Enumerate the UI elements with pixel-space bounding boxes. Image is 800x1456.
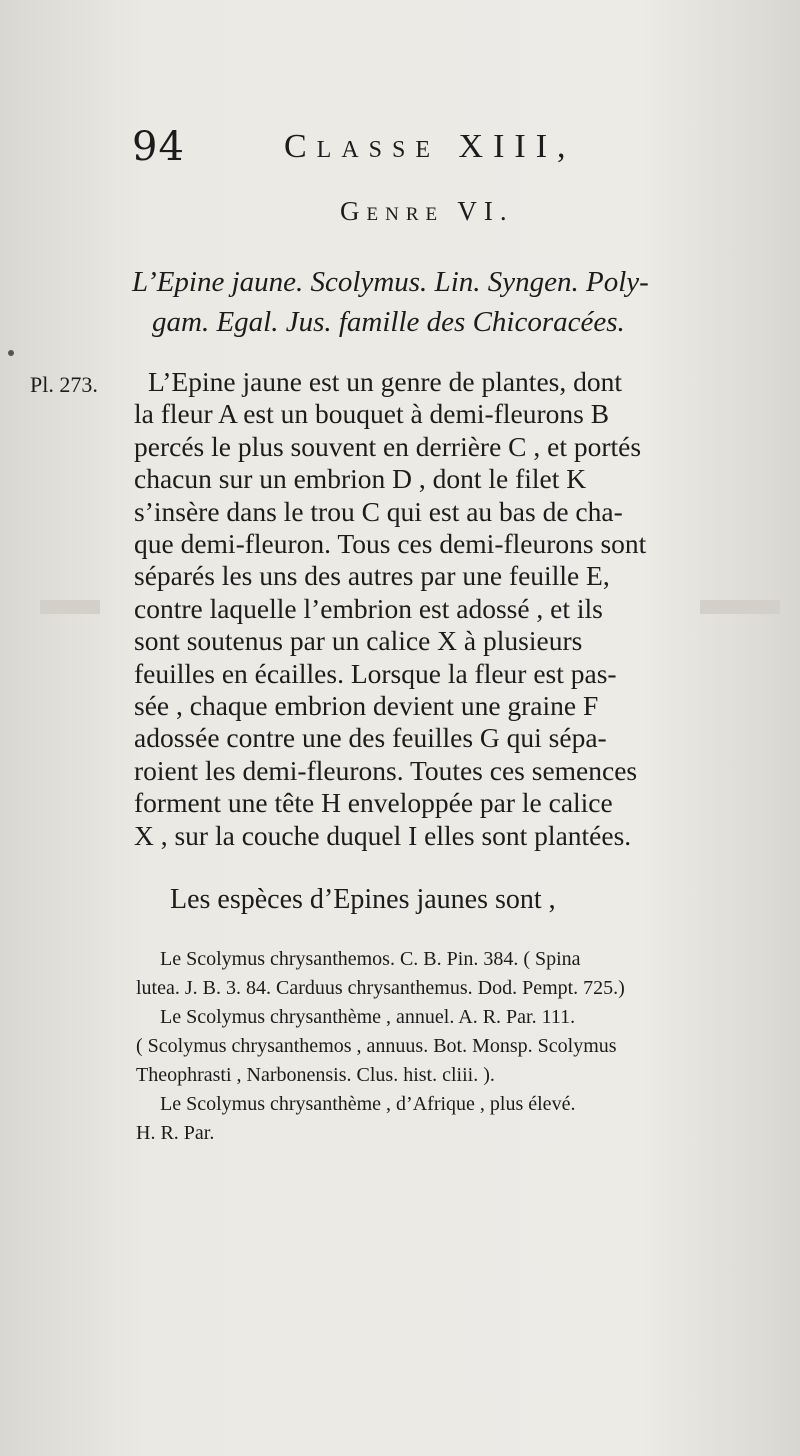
text-line: adossée contre une des feuilles G qui sépa- [134, 722, 607, 754]
text-line: s’insère dans le trou C qui est au bas de cha- [134, 495, 623, 527]
class-title: Classe XIII, [284, 128, 576, 165]
species-line: H. R. Par. [136, 1122, 215, 1144]
text-line: feuilles en écailles. Lorsque la fleur est pas- [134, 657, 617, 689]
genus-title-line: gam. Egal. Jus. famille des Chicoracées. [152, 306, 625, 338]
text-line: X , sur la couche duquel I elles sont plantées. [134, 819, 632, 851]
text-line: chacun sur un embrion D , dont le filet K [134, 463, 587, 495]
bleed-through-mark [40, 600, 100, 614]
text-line: roient les demi-fleurons. Toutes ces semences [134, 754, 638, 786]
page-header [132, 124, 772, 184]
text-line: séparés les uns des autres par une feuille E, [134, 560, 610, 592]
species-line: Le Scolymus chrysanthème , d’Afrique , plus élevé. [160, 1093, 576, 1115]
margin-dot [8, 350, 14, 356]
text-line: sée , chaque embrion devient une graine F [134, 690, 599, 722]
text-line: percés le plus souvent en derrière C , et portés [134, 430, 642, 462]
species-line: ( Scolymus chrysanthemos , annuus. Bot. Monsp. Scolymus [136, 1035, 617, 1057]
text-line: forment une tête H enveloppée par le calice [134, 787, 613, 819]
genus-description [134, 366, 784, 852]
text-line: sont soutenus par un calice X à plusieurs [134, 625, 583, 657]
page-number: 94 [132, 124, 185, 170]
genus-title-line: L’Epine jaune. Scolymus. Lin. Syngen. Poly- [132, 266, 649, 298]
genre-heading: Genre VI. [340, 196, 514, 226]
text-line: contre laquelle l’embrion est adossé , et ils [134, 592, 603, 624]
species-heading: Les espèces d’Epines jaunes sont , [170, 884, 556, 915]
text-line: la fleur A est un bouquet à demi-fleurons B [134, 398, 610, 430]
species-line: Theophrasti , Narbonensis. Clus. hist. cliii. ). [136, 1064, 495, 1086]
species-line: Le Scolymus chrysanthemos. C. B. Pin. 384. ( Spina [160, 948, 581, 970]
genus-title [130, 262, 775, 342]
plate-reference: Pl. 273. [30, 372, 98, 397]
text-line: L’Epine jaune est un genre de plantes, dont [148, 366, 622, 397]
species-list [136, 945, 784, 1148]
species-line: lutea. J. B. 3. 84. Carduus chrysanthemus. Dod. Pempt. 725.) [136, 977, 625, 999]
text-line: que demi-fleuron. Tous ces demi-fleurons sont [134, 528, 647, 560]
species-line: Le Scolymus chrysanthème , annuel. A. R. Par. 111. [160, 1006, 576, 1028]
